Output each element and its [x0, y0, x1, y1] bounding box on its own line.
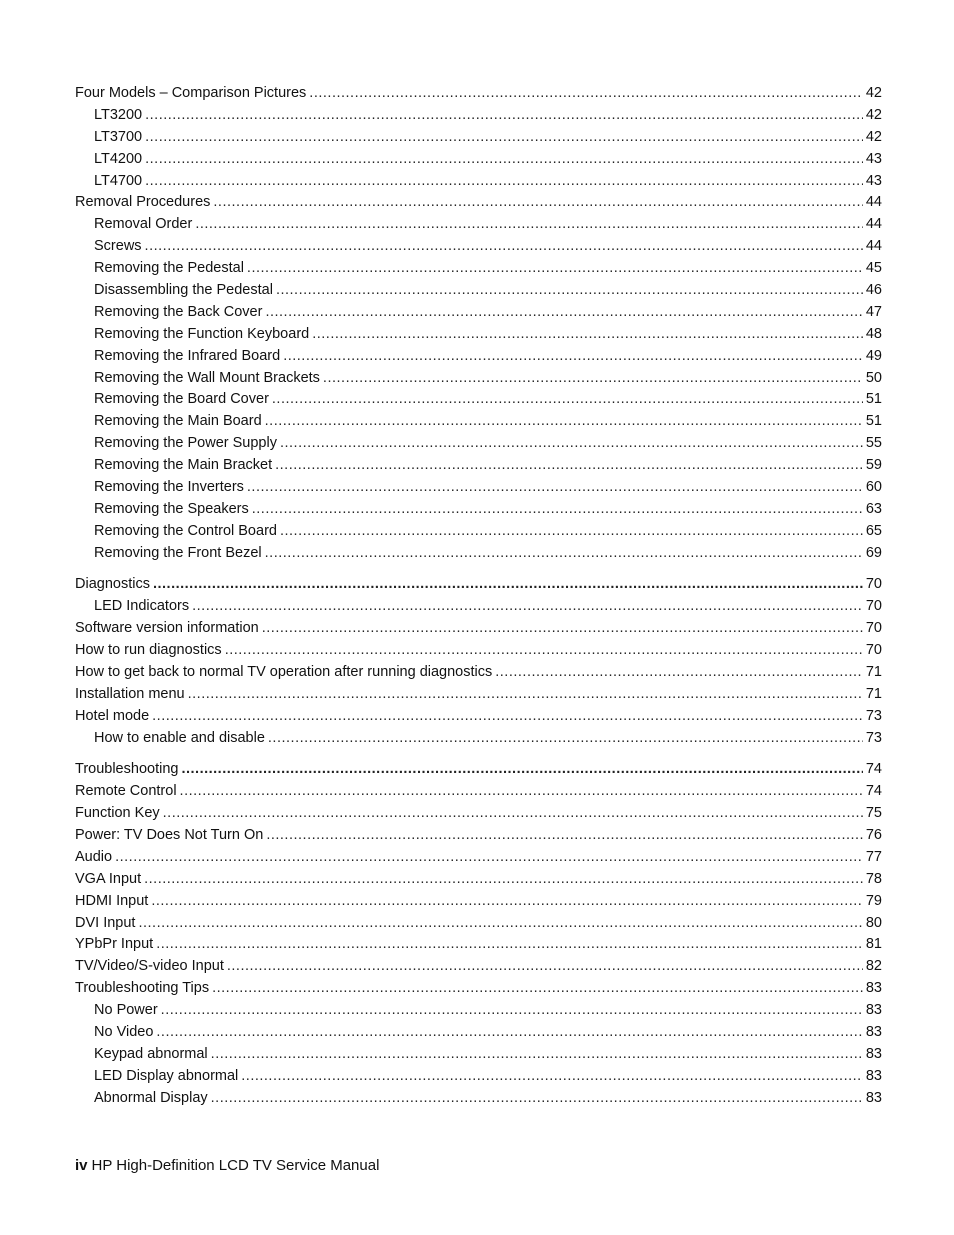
toc-dot-leader: [211, 1044, 863, 1066]
toc-entry[interactable]: [75, 956, 882, 978]
toc-entry-page: 76: [865, 826, 882, 843]
toc-dot-leader: [323, 368, 863, 390]
toc-dot-leader: [265, 302, 862, 324]
toc-entry-page: 71: [865, 685, 882, 702]
toc-entry-page: 70: [865, 642, 882, 659]
toc-entry-page: 44: [865, 216, 882, 233]
toc-entry[interactable]: [75, 728, 882, 750]
toc-dot-leader: [247, 477, 863, 499]
toc-entry-title: Removing the Back Cover: [94, 303, 263, 320]
toc-entry-page: 49: [865, 347, 882, 364]
toc-entry-title: Removing the Front Bezel: [94, 544, 262, 561]
toc-entry-page: 83: [865, 1045, 882, 1062]
toc-entry-title: Removing the Infrared Board: [94, 347, 281, 364]
toc-entry[interactable]: [75, 105, 882, 127]
toc-dot-leader: [138, 913, 862, 935]
toc-entry[interactable]: [75, 706, 882, 728]
toc-entry-page: 51: [865, 391, 882, 408]
toc-entry[interactable]: [75, 640, 882, 662]
toc-dot-leader: [495, 662, 863, 684]
toc-entry-page: 71: [865, 663, 882, 680]
toc-entry-page: 78: [865, 870, 882, 887]
toc-entry-title: VGA Input: [75, 870, 142, 887]
toc-dot-leader: [151, 891, 863, 913]
toc-entry-title: LT4200: [94, 150, 143, 167]
toc-entry-title: Abnormal Display: [94, 1089, 208, 1106]
toc-dot-leader: [156, 934, 863, 956]
toc-entry[interactable]: [75, 1044, 882, 1066]
toc-dot-leader: [247, 258, 863, 280]
toc-entry[interactable]: [75, 1088, 882, 1110]
toc-entry[interactable]: [75, 83, 882, 105]
toc-entry[interactable]: [75, 934, 882, 956]
toc-entry[interactable]: [75, 825, 882, 847]
toc-entry-title: Four Models – Comparison Pictures: [75, 85, 307, 101]
toc-entry-title: Diagnostics: [75, 576, 150, 593]
footer-title: HP High-Definition LCD TV Service Manual: [91, 1157, 380, 1174]
toc-entry-title: Removing the Inverters: [94, 479, 244, 496]
toc-entry-title: HDMI Input: [75, 892, 149, 909]
toc-section-heading[interactable]: [75, 574, 882, 596]
toc-entry[interactable]: [75, 1066, 882, 1088]
toc-dot-leader: [212, 978, 863, 1000]
toc-dot-leader: [180, 781, 863, 803]
toc-entry-page: 81: [865, 936, 882, 953]
toc-entry-title: LED Indicators: [94, 598, 190, 615]
toc-entry-title: YPbPr Input: [75, 936, 154, 953]
toc-dot-leader: [163, 803, 863, 825]
toc-dot-leader: [144, 869, 863, 891]
toc-dot-leader: [309, 83, 863, 105]
toc-dot-leader: [266, 825, 863, 847]
toc-entry-page: 79: [865, 892, 882, 909]
toc-entry[interactable]: [75, 913, 882, 935]
toc-entry-title: Removing the Power Supply: [94, 435, 277, 452]
toc-entry-title: Disassembling the Pedestal: [94, 282, 273, 299]
toc-entry[interactable]: [75, 455, 882, 477]
toc-dot-leader: [145, 127, 863, 149]
toc-dot-leader: [213, 192, 862, 214]
toc-dot-leader: [280, 521, 863, 543]
toc-entry-page: 63: [865, 500, 882, 517]
toc-entry[interactable]: [75, 302, 882, 324]
toc-entry-page: 46: [865, 282, 882, 299]
toc-entry-page: 50: [865, 369, 882, 386]
toc-entry-page: 83: [865, 1024, 882, 1040]
toc-entry[interactable]: [75, 869, 882, 891]
toc-entry-title: How to get back to normal TV operation after running diagnostics: [75, 663, 493, 680]
toc-entry-title: Removal Order: [94, 216, 193, 233]
toc-dot-leader: [115, 847, 863, 869]
toc-entry[interactable]: [75, 368, 882, 390]
toc-entry-title: Function Key: [75, 805, 160, 822]
toc-entry-title: No Video: [94, 1024, 154, 1040]
toc-entry[interactable]: [75, 192, 882, 214]
toc-dot-leader: [161, 1000, 863, 1022]
toc-entry-page: 42: [865, 106, 882, 123]
toc-entry[interactable]: [75, 1000, 882, 1022]
toc-dot-leader: [275, 455, 863, 477]
toc-dot-leader: [280, 433, 863, 455]
toc-entry-page: 77: [865, 848, 882, 865]
toc-entry-page: 44: [865, 194, 882, 211]
toc-entry[interactable]: [75, 280, 882, 302]
toc-entry[interactable]: [75, 684, 882, 706]
toc-entry[interactable]: [75, 171, 882, 193]
toc-entry-title: Removing the Main Board: [94, 413, 262, 430]
toc-entry-page: 70: [865, 598, 882, 615]
toc-dot-leader: [156, 1022, 862, 1044]
toc-entry-title: Software version information: [75, 620, 259, 637]
toc-dot-leader: [241, 1066, 863, 1088]
toc-entry-page: 74: [865, 783, 882, 800]
toc-entry[interactable]: [75, 477, 882, 499]
toc-dot-leader: [211, 1088, 863, 1110]
toc-entry-page: 69: [865, 544, 882, 561]
toc-entry-title: Removing the Wall Mount Brackets: [94, 369, 320, 386]
toc-entry-title: LT4700: [94, 172, 143, 189]
toc-entry[interactable]: [75, 324, 882, 346]
toc-entry-page: 42: [865, 85, 882, 101]
toc-entry-page: 42: [865, 128, 882, 145]
toc-entry-page: 83: [865, 980, 882, 997]
toc-dot-leader: [283, 346, 863, 368]
toc-entry-page: 51: [865, 413, 882, 430]
toc-entry-page: 59: [865, 457, 882, 474]
toc-dot-leader: [276, 280, 863, 302]
toc-entry-title: Removing the Control Board: [94, 522, 277, 539]
toc-entry[interactable]: [75, 214, 882, 236]
footer-page-number: iv: [75, 1157, 88, 1174]
toc-dot-leader: [265, 543, 863, 565]
toc-entry-page: 75: [865, 805, 882, 822]
toc-entry-title: Removal Procedures: [75, 194, 211, 211]
toc-entry-page: 44: [865, 238, 882, 255]
toc-entry-title: Remote Control: [75, 783, 177, 800]
toc-dot-leader: [145, 105, 863, 127]
toc-entry-page: 82: [865, 958, 882, 975]
toc-entry[interactable]: [75, 149, 882, 171]
toc-dot-leader: [265, 411, 863, 433]
toc-entry-page: 83: [865, 1089, 882, 1106]
toc-entry-title: Removing the Main Bracket: [94, 457, 273, 474]
toc-entry[interactable]: [75, 618, 882, 640]
toc-entry-title: Installation menu: [75, 685, 185, 702]
table-of-contents: [75, 83, 882, 1110]
toc-entry[interactable]: [75, 433, 882, 455]
toc-entry-page: 73: [865, 707, 882, 724]
toc-dot-leader: [152, 706, 863, 728]
toc-entry-title: How to run diagnostics: [75, 642, 222, 659]
toc-entry[interactable]: [75, 346, 882, 368]
toc-entry-title: Troubleshooting: [75, 761, 179, 778]
toc-entry-page: 74: [865, 761, 882, 778]
toc-entry-title: Troubleshooting Tips: [75, 980, 210, 997]
toc-entry-title: Removing the Function Keyboard: [94, 325, 310, 342]
toc-entry-page: 47: [865, 303, 882, 320]
toc-entry[interactable]: [75, 521, 882, 543]
toc-entry[interactable]: [75, 236, 882, 258]
toc-entry-title: Removing the Board Cover: [94, 391, 269, 408]
toc-entry-page: 43: [865, 150, 882, 167]
toc-entry[interactable]: [75, 847, 882, 869]
toc-entry-title: No Power: [94, 1002, 158, 1019]
toc-dot-leader: [227, 956, 863, 978]
toc-dot-leader: [153, 574, 863, 596]
toc-entry-title: Audio: [75, 848, 113, 865]
toc-entry[interactable]: [75, 662, 882, 684]
toc-entry-page: 45: [865, 260, 882, 277]
toc-section-heading[interactable]: [75, 759, 882, 781]
toc-entry-page: 73: [865, 729, 882, 746]
toc-entry-title: Keypad abnormal: [94, 1045, 208, 1062]
toc-entry-page: 83: [865, 1067, 882, 1084]
toc-dot-leader: [145, 236, 863, 258]
toc-entry[interactable]: [75, 781, 882, 803]
toc-entry-page: 48: [865, 325, 882, 342]
toc-entry-page: 80: [865, 914, 882, 931]
toc-entry-page: 43: [865, 172, 882, 189]
toc-entry[interactable]: [75, 258, 882, 280]
toc-entry-page: 70: [865, 620, 882, 637]
toc-entry-title: LT3200: [94, 106, 143, 123]
toc-entry-title: Removing the Pedestal: [94, 260, 244, 277]
toc-entry[interactable]: [75, 1022, 882, 1044]
toc-entry-title: Power: TV Does Not Turn On: [75, 826, 264, 843]
toc-entry-page: 83: [865, 1002, 882, 1019]
toc-dot-leader: [262, 618, 863, 640]
toc-dot-leader: [225, 640, 863, 662]
toc-entry[interactable]: [75, 543, 882, 565]
toc-dot-leader: [252, 499, 863, 521]
page-footer: [75, 1157, 379, 1174]
toc-dot-leader: [181, 759, 862, 781]
toc-dot-leader: [268, 728, 863, 750]
toc-dot-leader: [195, 214, 863, 236]
toc-entry-title: Removing the Speakers: [94, 500, 249, 517]
toc-dot-leader: [272, 389, 863, 411]
toc-dot-leader: [145, 149, 863, 171]
toc-entry-page: 65: [865, 522, 882, 539]
toc-entry-title: LED Display abnormal: [94, 1067, 239, 1084]
toc-dot-leader: [145, 171, 863, 193]
toc-entry[interactable]: [75, 389, 882, 411]
toc-entry[interactable]: [75, 891, 882, 913]
toc-entry-page: 55: [865, 435, 882, 452]
toc-entry-title: Screws: [94, 238, 142, 255]
toc-entry[interactable]: [75, 499, 882, 521]
toc-entry-page: 70: [865, 576, 882, 593]
toc-dot-leader: [312, 324, 863, 346]
toc-entry[interactable]: [75, 127, 882, 149]
toc-dot-leader: [192, 596, 863, 618]
toc-entry-title: Hotel mode: [75, 707, 150, 724]
toc-entry-title: TV/Video/S-video Input: [75, 958, 224, 975]
toc-entry[interactable]: [75, 978, 882, 1000]
toc-entry-title: How to enable and disable: [94, 729, 265, 746]
toc-entry[interactable]: [75, 803, 882, 825]
toc-entry[interactable]: [75, 596, 882, 618]
toc-dot-leader: [188, 684, 863, 706]
toc-entry-page: 60: [865, 479, 882, 496]
toc-entry[interactable]: [75, 411, 882, 433]
toc-entry-title: LT3700: [94, 128, 143, 145]
toc-entry-title: DVI Input: [75, 914, 136, 931]
